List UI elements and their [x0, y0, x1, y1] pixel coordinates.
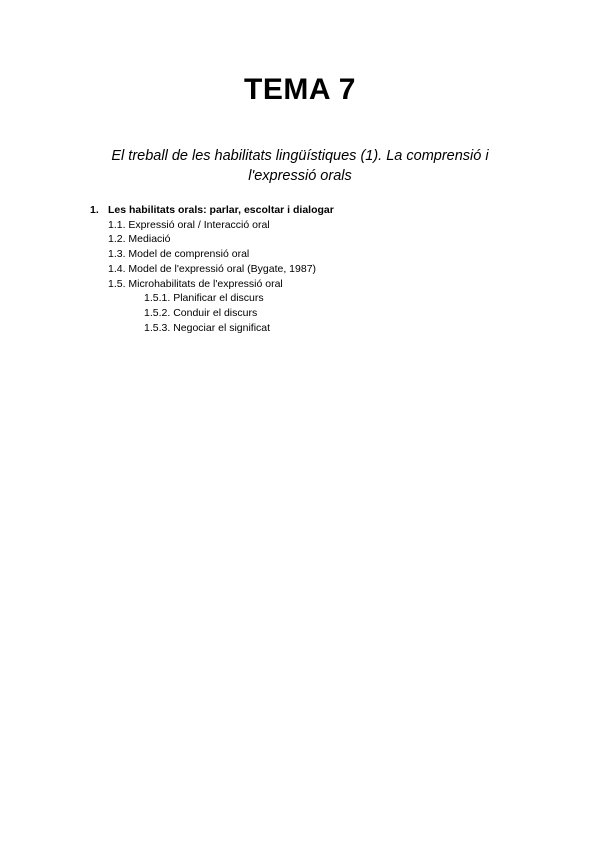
toc-item-1-3: 1.3. Model de comprensió oral	[108, 248, 250, 261]
toc-section-number: 1.	[90, 204, 99, 216]
toc-item-1-5-3: 1.5.3. Negociar el significat	[144, 321, 271, 334]
toc-section-label: Les habilitats orals: parlar, escoltar i dialogar	[108, 204, 334, 216]
toc-item-1-5: 1.5. Microhabilitats de l'expressió oral	[108, 277, 283, 290]
page-title: TEMA 7	[244, 73, 356, 106]
toc-item-1-1: 1.1. Expressió oral / Interacció oral	[108, 218, 270, 231]
toc-item-1-2: 1.2. Mediació	[108, 233, 171, 246]
page-subtitle	[70, 146, 530, 186]
subtitle-line-1: El treball de les habilitats lingüístiques (1). La comprensió i	[111, 148, 489, 164]
table-of-contents	[90, 203, 550, 335]
subtitle-line-2: l'expressió orals	[248, 168, 352, 184]
toc-item-1-4: 1.4. Model de l'expressió oral (Bygate, 1987)	[108, 262, 317, 275]
toc-section-1	[90, 203, 550, 218]
toc-item-1-5-1: 1.5.1. Planificar el discurs	[144, 292, 264, 305]
toc-item-1-5-2: 1.5.2. Conduir el discurs	[144, 306, 258, 319]
